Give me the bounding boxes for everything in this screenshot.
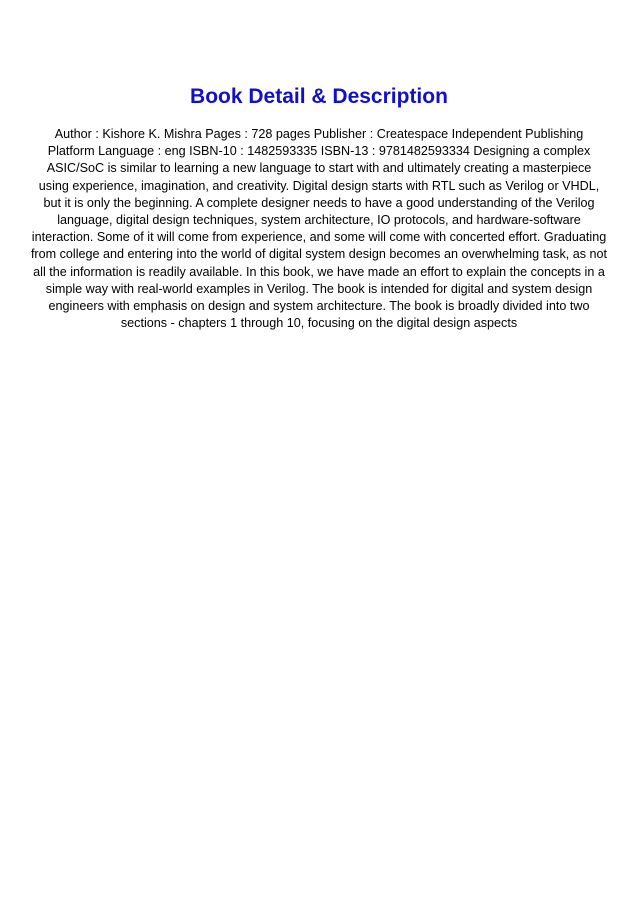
page-title: Book Detail & Description bbox=[190, 85, 448, 108]
book-description: Author : Kishore K. Mishra Pages : 728 pages Publisher : Createspace Independent Publishing Platform Language : eng ISBN-10 : 1482593335 ISBN-13 : 9781482593334 Designing a complex ASIC/SoC is similar to learning a new language to start with and ultimately creating a masterpiece using experience, imagination, and creativity. Digital design starts with RTL such as Verilog or VHDL, but it is only the beginning. A complete designer needs to have a good understanding of the Verilog language, digital design techniques, system architecture, IO protocols, and hardware-software interaction. Some of it will come from experience, and some will come with concerted effort. Graduating from college and entering into the world of digital system design becomes an overwhelming task, as not all the information is readily available. In this book, we have made an effort to explain the concepts in a simple way with real-world examples in Verilog. The book is intended for digital and system design engineers with emphasis on design and system architecture. The book is broadly divided into two sections - chapters 1 through 10, focusing on the digital design aspects bbox=[30, 127, 608, 331]
